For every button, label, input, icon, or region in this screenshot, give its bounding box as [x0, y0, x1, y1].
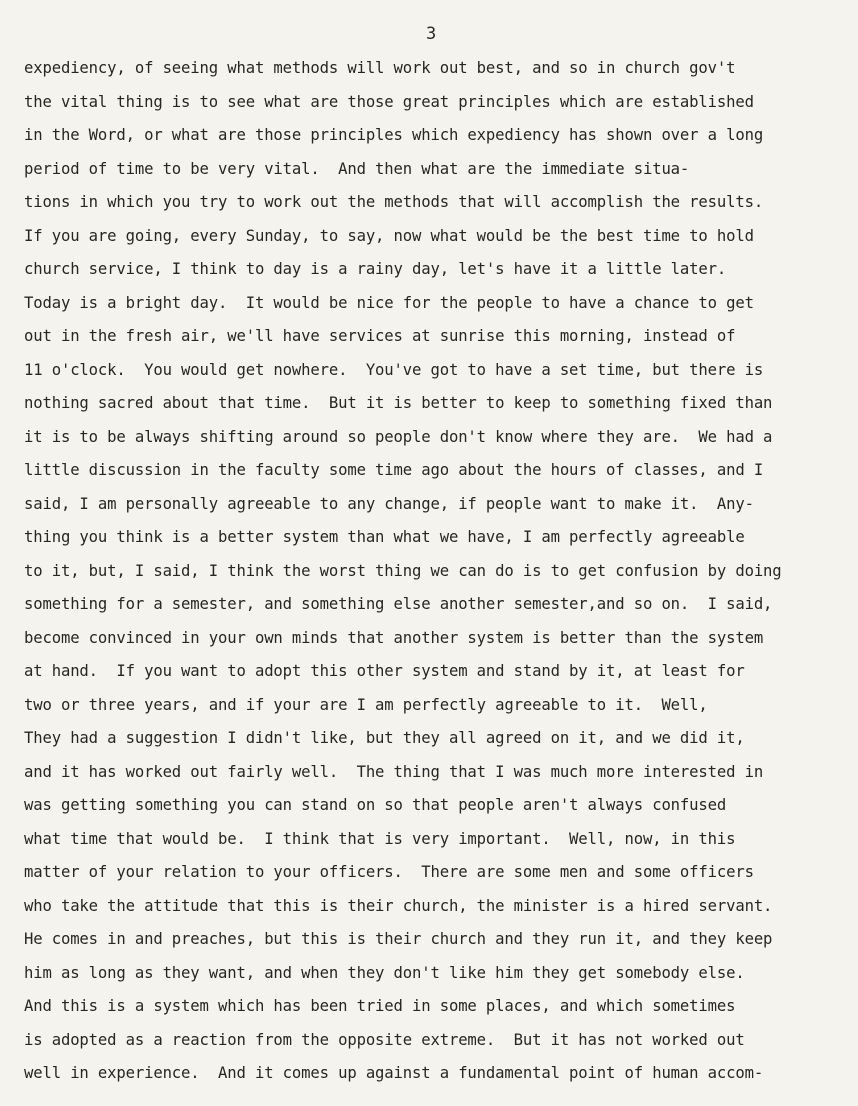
text-line-16: to it, but, I said, I think the worst thing we can do is to get confusion by doing — [24, 561, 782, 580]
text-line-22: and it has worked out fairly well. The thing that I was much more interested in — [24, 762, 764, 781]
text-line-4: period of time to be very vital. And then what are the immediate situa- — [24, 159, 690, 178]
body-text — [24, 58, 854, 1097]
text-line-11: nothing sacred about that time. But it is better to keep to something fixed than — [24, 394, 773, 412]
text-line-25: matter of your relation to your officers. There are some men and some officers — [24, 863, 754, 881]
text-line-2: the vital thing is to see what are those great principles which are established — [24, 92, 754, 111]
text-line-15: thing you think is a better system than what we have, I am perfectly agreeable — [24, 528, 745, 546]
text-line-24: what time that would be. I think that is very important. Well, now, in this — [24, 829, 736, 848]
text-line-26: who take the attitude that this is their church, the minister is a hired servant. — [24, 896, 773, 915]
page-number: 3 — [426, 24, 437, 44]
text-line-28: him as long as they want, and when they don't like him they get somebody else. — [24, 963, 745, 982]
text-line-31: well in experience. And it comes up against a fundamental point of human accom- — [24, 1064, 764, 1082]
text-line-9: out in the fresh air, we'll have services at sunrise this morning, instead of — [24, 327, 736, 345]
text-line-20: two or three years, and if your are I am perfectly agreeable to it. Well, — [24, 695, 708, 714]
text-line-21: They had a suggestion I didn't like, but they all agreed on it, and we did it, — [24, 729, 745, 747]
text-line-12: it is to be always shifting around so people don't know where they are. We had a — [24, 427, 773, 446]
text-line-18: become convinced in your own minds that another system is better than the system — [24, 628, 764, 647]
text-line-7: church service, I think to day is a rainy day, let's have it a little later. — [24, 260, 727, 278]
text-line-13: little discussion in the faculty some time ago about the hours of classes, and I — [24, 461, 764, 479]
text-line-27: He comes in and preaches, but this is their church and they run it, and they keep — [24, 930, 773, 948]
text-line-30: is adopted as a reaction from the opposite extreme. But it has not worked out — [24, 1030, 745, 1049]
text-line-10: 11 o'clock. You would get nowhere. You've got to have a set time, but there is — [24, 360, 764, 379]
text-line-19: at hand. If you want to adopt this other system and stand by it, at least for — [24, 662, 745, 680]
text-line-23: was getting something you can stand on so that people aren't always confused — [24, 796, 727, 814]
text-line-1: expediency, of seeing what methods will work out best, and so in church gov't — [24, 59, 736, 77]
text-line-8: Today is a bright day. It would be nice for the people to have a chance to get — [24, 293, 754, 312]
text-line-29: And this is a system which has been tried in some places, and which sometimes — [24, 997, 736, 1015]
text-line-3: in the Word, or what are those principles which expediency has shown over a long — [24, 126, 764, 144]
text-line-5: tions in which you try to work out the methods that will accomplish the results. — [24, 193, 764, 211]
text-line-14: said, I am personally agreeable to any change, if people want to make it. Any- — [24, 494, 754, 513]
text-line-6: If you are going, every Sunday, to say, now what would be the best time to hold — [24, 226, 754, 245]
text-line-17: something for a semester, and something else another semester,and so on. I said, — [24, 595, 773, 613]
